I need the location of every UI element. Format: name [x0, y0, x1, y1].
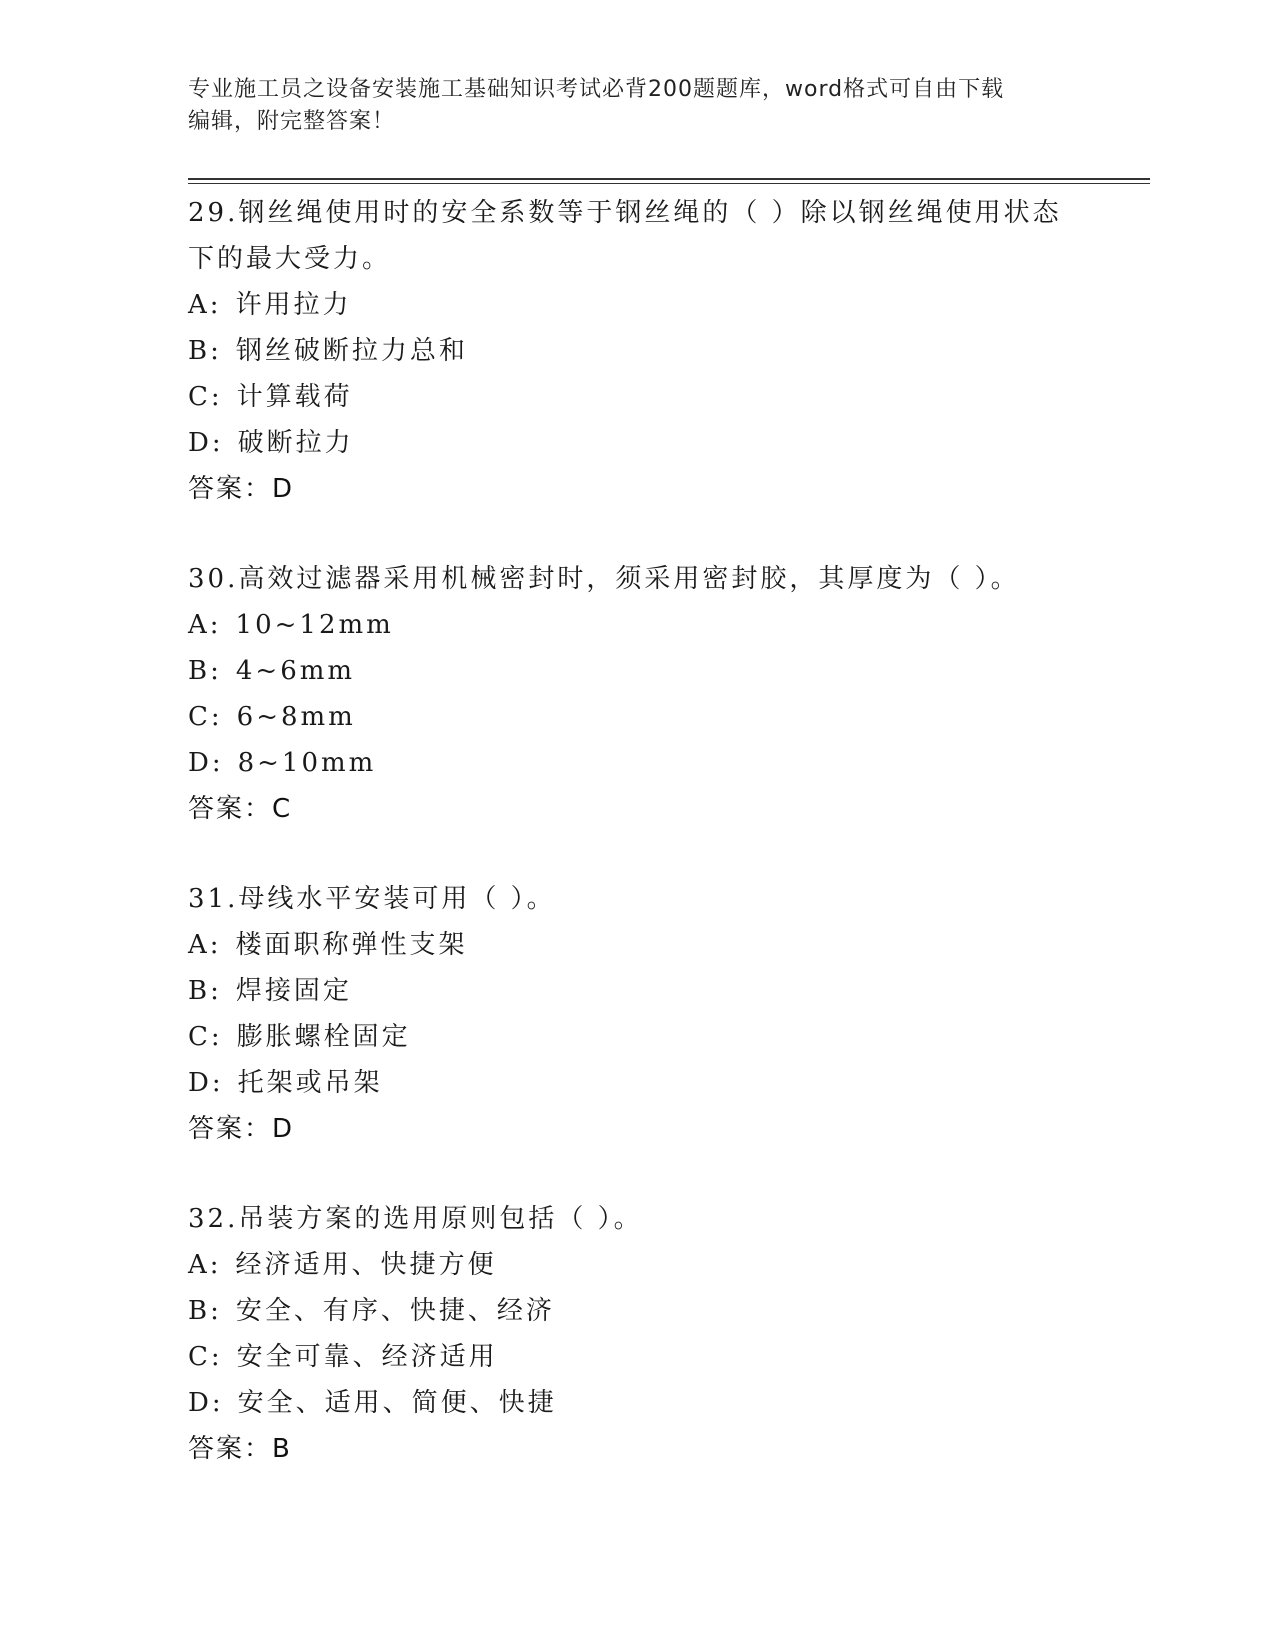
option-text: 破断拉力: [237, 428, 354, 458]
question-stem: [188, 190, 1088, 282]
option-label: D:: [188, 428, 224, 458]
option-a: [188, 1242, 1088, 1288]
option-label: A:: [188, 610, 222, 640]
option-label: D:: [188, 748, 224, 778]
option-c: [188, 694, 1088, 740]
question-30: [188, 556, 1088, 832]
header-line-1: 专业施工员之设备安装施工基础知识考试必背200题题库，word格式可自由下载: [188, 77, 1005, 102]
option-c: [188, 374, 1088, 420]
option-label: D:: [188, 1068, 224, 1098]
answer-line: 答案：D: [188, 1114, 295, 1144]
option-text: 楼面职称弹性支架: [235, 930, 468, 960]
option-c: [188, 1334, 1088, 1380]
option-text: 经济适用、快捷方便: [235, 1250, 497, 1280]
option-text: 安全、有序、快捷、经济: [235, 1296, 555, 1326]
option-text: 膨胀螺栓固定: [236, 1022, 411, 1052]
option-d: [188, 740, 1088, 786]
question-stem: [188, 876, 1088, 922]
header-divider-thick: [188, 178, 1150, 180]
option-b: [188, 1288, 1088, 1334]
option-text: 安全、适用、简便、快捷: [237, 1388, 557, 1418]
option-text: 计算载荷: [236, 382, 353, 412]
question-stem-line-1: 31.母线水平安装可用（ ）。: [188, 884, 556, 914]
option-label: B:: [188, 1296, 222, 1326]
option-a: [188, 922, 1088, 968]
header-line-2: 编辑，附完整答案！: [188, 109, 396, 134]
option-label: B:: [188, 336, 222, 366]
option-text: 4~6mm: [235, 656, 356, 686]
option-text: 6~8mm: [236, 702, 356, 732]
option-text: 8~10mm: [237, 748, 377, 778]
option-label: B:: [188, 976, 222, 1006]
answer-line: 答案：B: [188, 1434, 292, 1464]
option-d: [188, 420, 1088, 466]
question-32: [188, 1196, 1088, 1472]
option-label: A:: [188, 290, 222, 320]
question-stem-line-1: 32.吊装方案的选用原则包括（ ）。: [188, 1204, 643, 1234]
question-stem: [188, 556, 1088, 602]
question-list: [188, 190, 1088, 1516]
option-d: [188, 1060, 1088, 1106]
option-label: C:: [188, 1342, 223, 1372]
question-31: [188, 876, 1088, 1152]
header-divider-thin: [188, 183, 1150, 184]
option-label: D:: [188, 1388, 224, 1418]
option-b: [188, 968, 1088, 1014]
question-29: [188, 190, 1088, 512]
option-label: C:: [188, 1022, 223, 1052]
document-header: [188, 74, 1068, 138]
option-a: [188, 602, 1088, 648]
option-text: 钢丝破断拉力总和: [235, 336, 468, 366]
option-a: [188, 282, 1088, 328]
option-d: [188, 1380, 1088, 1426]
option-text: 安全可靠、经济适用: [236, 1342, 498, 1372]
option-label: C:: [188, 702, 223, 732]
question-stem-line-2: 下的最大受力。: [188, 244, 392, 274]
option-text: 托架或吊架: [237, 1068, 383, 1098]
option-text: 焊接固定: [235, 976, 352, 1006]
option-label: C:: [188, 382, 223, 412]
answer-line: 答案：D: [188, 474, 295, 504]
question-stem-line-1: 30.高效过滤器采用机械密封时，须采用密封胶，其厚度为（ ）。: [188, 564, 1020, 594]
option-text: 许用拉力: [235, 290, 352, 320]
option-text: 10~12mm: [235, 610, 394, 640]
option-label: A:: [188, 930, 222, 960]
option-b: [188, 328, 1088, 374]
question-stem-line-1: 29.钢丝绳使用时的安全系数等于钢丝绳的（ ）除以钢丝绳使用状态: [188, 198, 1062, 228]
option-b: [188, 648, 1088, 694]
option-c: [188, 1014, 1088, 1060]
question-stem: [188, 1196, 1088, 1242]
option-label: A:: [188, 1250, 222, 1280]
answer-line: 答案：C: [188, 794, 293, 824]
option-label: B:: [188, 656, 222, 686]
